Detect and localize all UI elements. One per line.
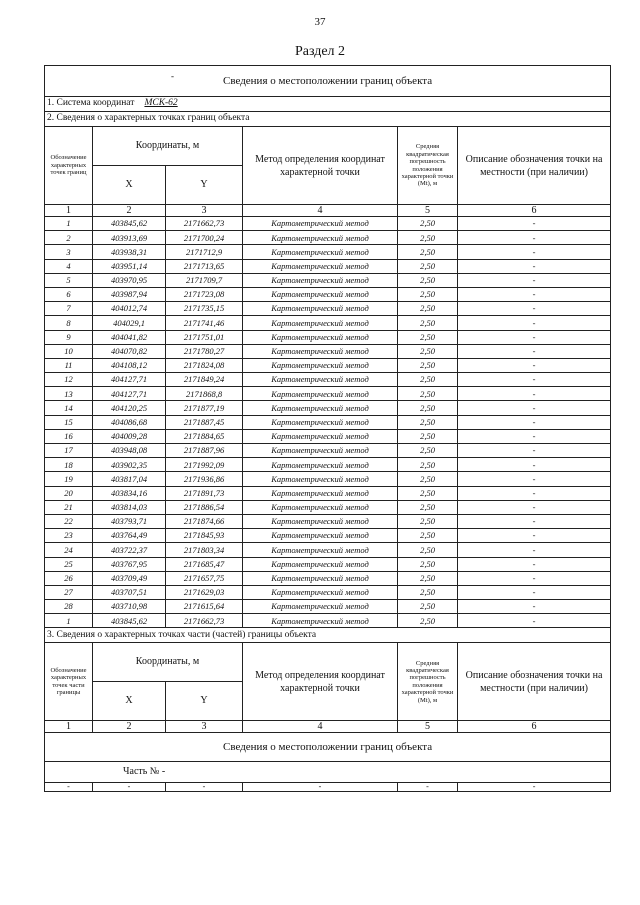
x-coord-cell: 403710,98 [93, 600, 166, 614]
error-cell: 2,50 [398, 302, 458, 316]
y-coord-cell: 2171936,86 [166, 472, 243, 486]
table-row [45, 330, 611, 344]
description-cell: - [458, 217, 611, 231]
method-cell: Картометрический метод [243, 529, 398, 543]
method-cell: Картометрический метод [243, 543, 398, 557]
point-number-cell: 26 [45, 571, 93, 585]
section-title: Раздел 2 [294, 44, 346, 59]
error-cell: 2,50 [398, 358, 458, 372]
method-cell: Картометрический метод [243, 500, 398, 514]
x-coord-cell: 404127,71 [93, 373, 166, 387]
point-number-cell: 11 [45, 358, 93, 372]
page-number: 37 [314, 16, 326, 28]
empty-cell: - [45, 783, 93, 792]
x-coord-cell: 403948,08 [93, 444, 166, 458]
y-coord-cell: 2171662,73 [166, 614, 243, 628]
col-number: 5 [398, 205, 458, 217]
method-cell: Картометрический метод [243, 287, 398, 301]
column-numbers-row [45, 205, 611, 217]
table-row [45, 401, 611, 415]
empty-cell: - [93, 783, 166, 792]
description-cell: - [458, 514, 611, 528]
point-number-cell: 22 [45, 514, 93, 528]
y-coord-cell: 2171780,27 [166, 344, 243, 358]
description-cell: - [458, 500, 611, 514]
y-coord-cell: 2171735,15 [166, 302, 243, 316]
col-point-header: Обозначение характерных точек границ [45, 127, 93, 205]
description-cell: - [458, 486, 611, 500]
table-row [45, 585, 611, 599]
error-cell: 2,50 [398, 585, 458, 599]
col-y-header-2: Y [166, 682, 243, 721]
col-number: 5 [398, 721, 458, 733]
error-cell: 2,50 [398, 273, 458, 287]
y-coord-cell: 2171685,47 [166, 557, 243, 571]
col-number: 3 [166, 721, 243, 733]
table-row [45, 231, 611, 245]
x-coord-cell: 404070,82 [93, 344, 166, 358]
y-coord-cell: 2171712,9 [166, 245, 243, 259]
y-coord-cell: 2171741,46 [166, 316, 243, 330]
method-cell: Картометрический метод [243, 231, 398, 245]
col-number: 2 [93, 205, 166, 217]
error-cell: 2,50 [398, 373, 458, 387]
description-cell: - [458, 344, 611, 358]
point-number-cell: 8 [45, 316, 93, 330]
method-cell: Картометрический метод [243, 330, 398, 344]
x-coord-cell: 403764,49 [93, 529, 166, 543]
point-number-cell: 19 [45, 472, 93, 486]
error-cell: 2,50 [398, 486, 458, 500]
table-row [45, 358, 611, 372]
description-cell: - [458, 415, 611, 429]
x-coord-cell: 403951,14 [93, 259, 166, 273]
method-cell: Картометрический метод [243, 571, 398, 585]
coord-system-value: МСК-62 [144, 98, 178, 109]
point-number-cell: 20 [45, 486, 93, 500]
table-row [45, 273, 611, 287]
y-coord-cell: 2171992,09 [166, 458, 243, 472]
table-row [45, 571, 611, 585]
error-cell: 2,50 [398, 231, 458, 245]
x-coord-cell: 403845,62 [93, 614, 166, 628]
error-cell: 2,50 [398, 259, 458, 273]
description-cell: - [458, 444, 611, 458]
y-coord-cell: 2171700,24 [166, 231, 243, 245]
point-number-cell: 2 [45, 231, 93, 245]
point-number-cell: 12 [45, 373, 93, 387]
x-coord-cell: 403913,69 [93, 231, 166, 245]
col-y-header: Y [166, 166, 243, 205]
y-coord-cell: 2171657,75 [166, 571, 243, 585]
col-coords-header-2: Координаты, м [93, 643, 243, 682]
method-cell: Картометрический метод [243, 273, 398, 287]
description-cell: - [458, 557, 611, 571]
table-row [45, 486, 611, 500]
error-cell: 2,50 [398, 217, 458, 231]
col-desc-header: Описание обозначения точки на местности (при наличии) [458, 127, 611, 205]
x-coord-cell: 403814,03 [93, 500, 166, 514]
x-coord-cell: 403938,31 [93, 245, 166, 259]
point-number-cell: 4 [45, 259, 93, 273]
x-coord-cell: 403987,94 [93, 287, 166, 301]
y-coord-cell: 2171803,34 [166, 543, 243, 557]
col-number: 4 [243, 205, 398, 217]
col-number: 6 [458, 205, 611, 217]
description-cell: - [458, 529, 611, 543]
error-cell: 2,50 [398, 330, 458, 344]
y-coord-cell: 2171615,64 [166, 600, 243, 614]
col-error-header: Средняя квадратическая погрешность положения характерной точки (Mt), м [398, 127, 458, 205]
description-cell: - [458, 302, 611, 316]
point-number-cell: 10 [45, 344, 93, 358]
error-cell: 2,50 [398, 415, 458, 429]
coord-system-label: 1. Система координат [47, 98, 135, 109]
x-coord-cell: 404009,28 [93, 429, 166, 443]
y-coord-cell: 2171868,8 [166, 387, 243, 401]
y-coord-cell: 2171723,08 [166, 287, 243, 301]
description-cell: - [458, 330, 611, 344]
table-row [45, 415, 611, 429]
x-coord-cell: 404012,74 [93, 302, 166, 316]
method-cell: Картометрический метод [243, 557, 398, 571]
error-cell: 2,50 [398, 600, 458, 614]
col-number: 6 [458, 721, 611, 733]
table-row [45, 557, 611, 571]
error-cell: 2,50 [398, 245, 458, 259]
x-coord-cell: 403793,71 [93, 514, 166, 528]
description-cell: - [458, 273, 611, 287]
empty-cell: - [398, 783, 458, 792]
table-row [45, 614, 611, 628]
table-row [45, 514, 611, 528]
x-coord-cell: 404108,12 [93, 358, 166, 372]
table-row [45, 529, 611, 543]
table-row [45, 429, 611, 443]
table-title-cell [45, 66, 611, 97]
point-number-cell: 5 [45, 273, 93, 287]
description-cell: - [458, 614, 611, 628]
col-number: 2 [93, 721, 166, 733]
method-cell: Картометрический метод [243, 302, 398, 316]
method-cell: Картометрический метод [243, 245, 398, 259]
description-cell: - [458, 401, 611, 415]
x-coord-cell: 403707,51 [93, 585, 166, 599]
method-cell: Картометрический метод [243, 614, 398, 628]
method-cell: Картометрический метод [243, 429, 398, 443]
point-number-cell: 27 [45, 585, 93, 599]
section2-label: 2. Сведения о характерных точках границ объекта [45, 112, 611, 127]
table-row [45, 500, 611, 514]
description-cell: - [458, 316, 611, 330]
error-cell: 2,50 [398, 387, 458, 401]
boundary-table [44, 65, 611, 792]
y-coord-cell: 2171713,65 [166, 259, 243, 273]
title-mark: - [171, 71, 174, 81]
col-method-header: Метод определения координат характерной точки [243, 127, 398, 205]
error-cell: 2,50 [398, 557, 458, 571]
point-number-cell: 18 [45, 458, 93, 472]
error-cell: 2,50 [398, 458, 458, 472]
method-cell: Картометрический метод [243, 458, 398, 472]
col-number: 1 [45, 721, 93, 733]
point-number-cell: 14 [45, 401, 93, 415]
table-row [45, 259, 611, 273]
x-coord-cell: 403970,95 [93, 273, 166, 287]
method-cell: Картометрический метод [243, 401, 398, 415]
x-coord-cell: 403834,16 [93, 486, 166, 500]
point-number-cell: 6 [45, 287, 93, 301]
method-cell: Картометрический метод [243, 444, 398, 458]
empty-cell: - [243, 783, 398, 792]
x-coord-cell: 403709,49 [93, 571, 166, 585]
table-row [45, 600, 611, 614]
error-cell: 2,50 [398, 344, 458, 358]
col-coords-header: Координаты, м [93, 127, 243, 166]
table-row [45, 444, 611, 458]
description-cell: - [458, 458, 611, 472]
coord-system-row [45, 97, 611, 112]
description-cell: - [458, 259, 611, 273]
error-cell: 2,50 [398, 514, 458, 528]
table-row [45, 472, 611, 486]
error-cell: 2,50 [398, 472, 458, 486]
point-number-cell: 9 [45, 330, 93, 344]
description-cell: - [458, 571, 611, 585]
y-coord-cell: 2171887,96 [166, 444, 243, 458]
column-numbers-row-2 [45, 721, 611, 733]
error-cell: 2,50 [398, 529, 458, 543]
y-coord-cell: 2171662,73 [166, 217, 243, 231]
point-number-cell: 7 [45, 302, 93, 316]
error-cell: 2,50 [398, 614, 458, 628]
description-cell: - [458, 585, 611, 599]
table-row [45, 387, 611, 401]
x-coord-cell: 404086,68 [93, 415, 166, 429]
y-coord-cell: 2171709,7 [166, 273, 243, 287]
method-cell: Картометрический метод [243, 585, 398, 599]
error-cell: 2,50 [398, 429, 458, 443]
table-row [45, 302, 611, 316]
description-cell: - [458, 600, 611, 614]
point-number-cell: 21 [45, 500, 93, 514]
empty-cell: - [166, 783, 243, 792]
error-cell: 2,50 [398, 500, 458, 514]
col-number: 1 [45, 205, 93, 217]
method-cell: Картометрический метод [243, 217, 398, 231]
error-cell: 2,50 [398, 401, 458, 415]
table-row [45, 316, 611, 330]
method-cell: Картометрический метод [243, 472, 398, 486]
x-coord-cell: 403817,04 [93, 472, 166, 486]
method-cell: Картометрический метод [243, 358, 398, 372]
y-coord-cell: 2171891,73 [166, 486, 243, 500]
method-cell: Картометрический метод [243, 415, 398, 429]
col-number: 4 [243, 721, 398, 733]
col-number: 3 [166, 205, 243, 217]
col-desc-header-2: Описание обозначения точки на местности (при наличии) [458, 643, 611, 721]
point-number-cell: 24 [45, 543, 93, 557]
description-cell: - [458, 387, 611, 401]
table-row [45, 245, 611, 259]
method-cell: Картометрический метод [243, 259, 398, 273]
table-row [45, 458, 611, 472]
table-row [45, 344, 611, 358]
point-number-cell: 1 [45, 614, 93, 628]
empty-part-row [45, 783, 611, 792]
table-row [45, 373, 611, 387]
point-number-cell: 15 [45, 415, 93, 429]
x-coord-cell: 403845,62 [93, 217, 166, 231]
col-point-header-2: Обозначение характерных точек части границы [45, 643, 93, 721]
error-cell: 2,50 [398, 571, 458, 585]
method-cell: Картометрический метод [243, 486, 398, 500]
description-cell: - [458, 373, 611, 387]
x-coord-cell: 404029,1 [93, 316, 166, 330]
x-coord-cell: 403722,37 [93, 543, 166, 557]
method-cell: Картометрический метод [243, 344, 398, 358]
y-coord-cell: 2171824,08 [166, 358, 243, 372]
error-cell: 2,50 [398, 287, 458, 301]
point-number-cell: 1 [45, 217, 93, 231]
error-cell: 2,50 [398, 444, 458, 458]
error-cell: 2,50 [398, 316, 458, 330]
point-number-cell: 17 [45, 444, 93, 458]
description-cell: - [458, 358, 611, 372]
part-label: Часть № - [123, 766, 166, 778]
point-number-cell: 3 [45, 245, 93, 259]
y-coord-cell: 2171629,03 [166, 585, 243, 599]
empty-cell: - [458, 783, 611, 792]
point-number-cell: 16 [45, 429, 93, 443]
method-cell: Картометрический метод [243, 387, 398, 401]
description-cell: - [458, 231, 611, 245]
x-coord-cell: 403767,95 [93, 557, 166, 571]
section3-label: 3. Сведения о характерных точках части (частей) границы объекта [45, 628, 611, 643]
y-coord-cell: 2171886,54 [166, 500, 243, 514]
y-coord-cell: 2171751,01 [166, 330, 243, 344]
x-coord-cell: 404127,71 [93, 387, 166, 401]
description-cell: - [458, 287, 611, 301]
y-coord-cell: 2171849,24 [166, 373, 243, 387]
method-cell: Картометрический метод [243, 373, 398, 387]
x-coord-cell: 403902,35 [93, 458, 166, 472]
y-coord-cell: 2171884,65 [166, 429, 243, 443]
method-cell: Картометрический метод [243, 316, 398, 330]
point-number-cell: 23 [45, 529, 93, 543]
col-error-header-2: Средняя квадратическая погрешность положения характерной точки (Mt), м [398, 643, 458, 721]
description-cell: - [458, 429, 611, 443]
y-coord-cell: 2171845,93 [166, 529, 243, 543]
x-coord-cell: 404120,25 [93, 401, 166, 415]
table-row [45, 217, 611, 231]
table-title: Сведения о местоположении границ объекта [222, 74, 433, 87]
y-coord-cell: 2171877,19 [166, 401, 243, 415]
point-number-cell: 25 [45, 557, 93, 571]
col-x-header-2: X [93, 682, 166, 721]
error-cell: 2,50 [398, 543, 458, 557]
table-row [45, 287, 611, 301]
y-coord-cell: 2171874,66 [166, 514, 243, 528]
description-cell: - [458, 245, 611, 259]
point-number-cell: 13 [45, 387, 93, 401]
col-method-header-2: Метод определения координат характерной точки [243, 643, 398, 721]
description-cell: - [458, 472, 611, 486]
x-coord-cell: 404041,82 [93, 330, 166, 344]
bottom-title: Сведения о местоположении границ объекта [45, 733, 611, 762]
method-cell: Картометрический метод [243, 514, 398, 528]
y-coord-cell: 2171887,45 [166, 415, 243, 429]
method-cell: Картометрический метод [243, 600, 398, 614]
part-row [45, 762, 611, 783]
table-row [45, 543, 611, 557]
description-cell: - [458, 543, 611, 557]
col-x-header: X [93, 166, 166, 205]
point-number-cell: 28 [45, 600, 93, 614]
